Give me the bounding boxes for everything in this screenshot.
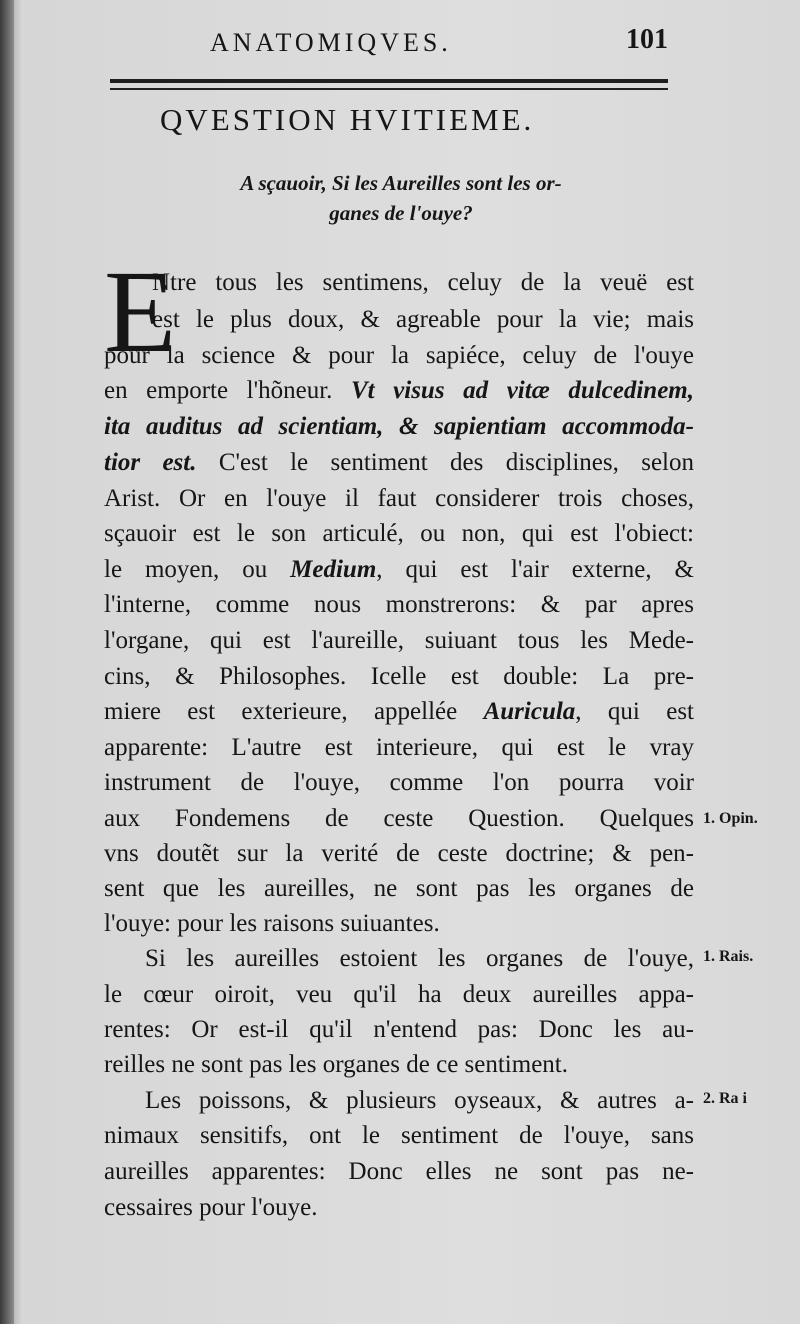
text-line: en emporte l'hõneur. Vt visus ad vitæ dulcedinem, bbox=[104, 377, 695, 404]
page-number: 101 bbox=[626, 24, 668, 55]
margin-note-reason-2: 2. Ra i bbox=[703, 1090, 747, 1107]
running-head: ANATOMIQVES. bbox=[210, 28, 452, 57]
text-line: sçauoir est le son articulé, ou non, qui est l'obiect: bbox=[104, 520, 694, 547]
text-line: instrument de l'ouye, comme l'on pourra voir bbox=[104, 769, 694, 796]
margin-note-reason-1: 1. Rais. bbox=[703, 948, 754, 965]
text-line: apparente: L'autre est interieure, qui est le vray bbox=[104, 734, 694, 761]
subtitle-line: A sçauoir, Si les Aureilles sont les or- bbox=[240, 171, 562, 195]
text-line: vns doutẽt sur la verité de ceste doctrine; & pen- bbox=[104, 840, 694, 867]
text-line: l'interne, comme nous monstrerons: & par apres bbox=[104, 591, 694, 618]
header-rule-thin bbox=[110, 88, 668, 90]
drop-cap: E bbox=[104, 246, 177, 377]
text-line: Si les aureilles estoient les organes de l'ouye, bbox=[145, 945, 694, 972]
text-line: Les poissons, & plusieurs oyseaux, & autres a- bbox=[145, 1087, 694, 1114]
text-line: Ntre tous les sentimens, celuy de la veuë est bbox=[152, 269, 694, 296]
text-line: cins, & Philosophes. Icelle est double: La pre- bbox=[104, 663, 694, 690]
text-line: est le plus doux, & agreable pour la vie; mais bbox=[152, 306, 694, 333]
text-line: nimaux sensitifs, ont le sentiment de l'ouye, sans bbox=[104, 1122, 694, 1149]
binding-shadow bbox=[0, 0, 14, 1324]
text-line: l'ouye: pour les raisons suiuantes. bbox=[104, 910, 440, 937]
text-line: aux Fondemens de ceste Question. Quelques bbox=[104, 805, 694, 832]
text-line: sent que les aureilles, ne sont pas les organes de bbox=[104, 875, 694, 902]
text-line: cessaires pour l'ouye. bbox=[104, 1194, 318, 1221]
text-line: rentes: Or est-il qu'il n'entend pas: Donc les au- bbox=[104, 1016, 694, 1043]
text-line: le cœur oiroit, veu qu'il ha deux aureilles appa- bbox=[104, 981, 694, 1008]
text-line: Arist. Or en l'ouye il faut considerer trois choses, bbox=[104, 485, 694, 512]
subtitle-line: ganes de l'ouye? bbox=[329, 201, 473, 225]
text-line: le moyen, ou Medium, qui est l'air externe, & bbox=[104, 556, 694, 583]
text-line: miere est exterieure, appellée Auricula, qui est bbox=[104, 698, 694, 725]
text-line: reilles ne sont pas les organes de ce sentiment. bbox=[104, 1051, 568, 1078]
text-line: tior est. C'est le sentiment des disciplines, selon bbox=[104, 449, 694, 476]
subtitle bbox=[176, 168, 626, 228]
margin-note-opinion: 1. Opin. bbox=[703, 810, 758, 827]
header-rule bbox=[110, 79, 668, 83]
question-title: QVESTION HVITIEME. bbox=[160, 102, 535, 137]
text-line: l'organe, qui est l'aureille, suiuant tous les Mede- bbox=[104, 627, 694, 654]
text-line: pour la science & pour la sapiéce, celuy de l'ouye bbox=[104, 342, 694, 369]
text-line: ita auditus ad scientiam, & sapientiam accommoda- bbox=[104, 413, 694, 440]
text-line: aureilles apparentes: Donc elles ne sont pas ne- bbox=[104, 1158, 694, 1185]
